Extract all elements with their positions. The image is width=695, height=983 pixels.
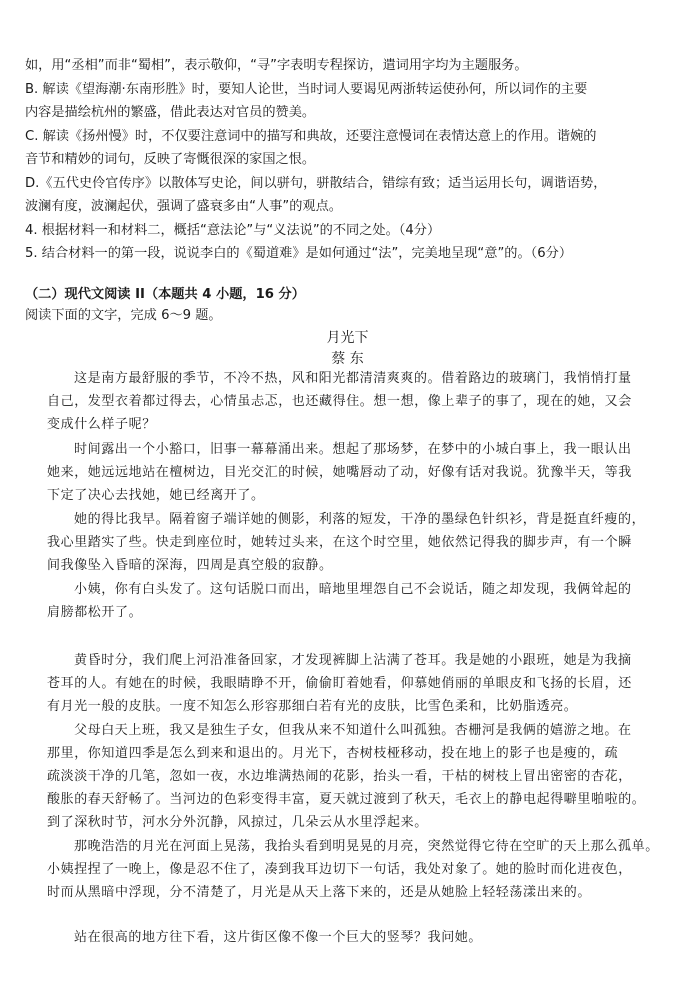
body-p2-line-3: 下定了决心去找她，她已经离开了。 [47, 488, 265, 503]
option-c-line-1: C. 解读《扬州慢》时，不仅要注意词中的描写和典故，还要注意慢词在表情达意上的作用。谐婉的 [25, 129, 597, 144]
body-p5-line-1: 黄昏时分，我们爬上河沿准备回家，才发现裤脚上沾满了苍耳。我是她的小跟班，她是为我摘 [74, 653, 632, 668]
body-p6-line-2: 那里，你知道四季是怎么到来和退出的。月光下，杏树枝桠移动，投在地上的影子也是瘦的，疏 [47, 746, 619, 761]
body-p1-line-1: 这是南方最舒服的季节，不冷不热，风和阳光都清清爽爽的。借着路边的玻璃门，我悄悄打量 [74, 371, 632, 386]
section-heading: （二）现代文阅读 II（本题共 4 小题，16 分） [25, 287, 305, 302]
body-p7-line-2: 小姨捏捏了一晚上，像是忍不住了，凑到我耳边切下一句话，我处对象了。她的脸时而化进夜色， [47, 862, 632, 877]
question-5: 5. 结合材料一的第一段，说说李白的《蜀道难》是如何通过“法”，完美地呈现“意”的。（6分） [25, 246, 573, 261]
body-p7-line-3: 时而从黑暗中浮现，分不清楚了，月光是从天上落下来的，还是从她脸上轻轻荡漾出来的。 [47, 885, 592, 900]
body-p6-line-5: 到了深秋时节，河水分外沉静，风掠过，几朵云从水里浮起来。 [47, 815, 428, 830]
question-4: 4. 根据材料一和材料二，概括“意法论”与“义法说”的不同之处。（4分） [25, 223, 441, 238]
body-p6-line-4: 酸胀的春天舒畅了。当河边的色彩变得丰富，夏天就过渡到了秋天，毛衣上的静电起得噼里啪啦的。 [47, 792, 646, 807]
body-p8-line-1: 站在很高的地方往下看，这片街区像不像一个巨大的竖琴？我问她。 [74, 930, 483, 945]
body-p6-line-1: 父母白天上班，我又是独生子女，但我从来不知道什么叫孤独。杏栅河是我俩的嬉游之地。在 [74, 723, 632, 738]
body-p2-line-2: 她来，她远远地站在檀树边，目光交汇的时候，她嘴唇动了动，好像有话对我说。犹豫半天，等我 [47, 465, 632, 480]
body-p7-line-1: 那晚浩浩的月光在河面上晃荡，我抬头看到明晃晃的月亮，突然觉得它待在空旷的天上那么孤单。 [74, 839, 659, 854]
body-p1-line-3: 变成什么样子呢？ [47, 417, 156, 432]
body-p4-line-2: 肩膀都松开了。 [47, 605, 143, 620]
option-b-line-2: 内容是描绘杭州的繁盛，借此表达对官员的赞美。 [25, 105, 316, 120]
option-c-line-2: 音节和精妙的词句，反映了寄慨很深的家国之恨。 [25, 152, 316, 167]
story-author: 蔡 东 [331, 351, 364, 367]
body-p4-line-1: 小姨，你有白头发了。这句话脱口而出，暗地里埋怨自己不会说话，随之却发现，我俩耸起的 [74, 582, 632, 597]
body-p3-line-3: 间我像坠入昏暗的深海，四周是真空般的寂静。 [47, 558, 333, 573]
story-title: 月光下 [326, 330, 369, 346]
reading-instruction: 阅读下面的文字，完成 6～9 题。 [25, 308, 222, 323]
option-d-line-1: D.《五代史伶官传序》以散体写史论，间以骈句，骈散结合，错综有致；适当运用长句，调谐语势， [25, 176, 607, 191]
body-p2-line-1: 时间露出一个小豁口，旧事一幕幕涌出来。想起了那场梦，在梦中的小城白事上，我一眼认出 [74, 442, 632, 457]
body-p1-line-2: 自己，发型衣着都过得去，心情虽忐忑，也还藏得住。想一想，像上辈子的事了，现在的她，又会 [47, 394, 632, 409]
body-p6-line-3: 疏淡淡干净的几笔，忽如一夜，水边堆满热闹的花影，抬头一看，干枯的树枝上冒出密密的杏花， [47, 769, 632, 784]
option-d-line-2: 波澜有度，波澜起伏，强调了盛衰多由“人事”的观点。 [25, 199, 342, 214]
body-p3-line-1: 她的得比我早。隔着窗子端详她的侧影，利落的短发，干净的墨绿色针织衫，背是挺直纤瘦的， [74, 512, 646, 527]
body-p5-line-3: 有月光一般的皮肤。一度不知怎么形容那细白若有光的皮肤，比雪色柔和，比奶脂透亮。 [47, 699, 578, 714]
option-b-line-1: B. 解读《望海潮·东南形胜》时，要知人论世，当时词人要谒见两浙转运使孙何，所以词作的主要 [25, 82, 588, 97]
option-a-continuation: 如，用“丞相”而非“蜀相”，表示敬仰，“寻”字表明专程探访，遣词用字均为主题服务。 [25, 58, 528, 73]
body-p5-line-2: 苍耳的人。有她在的时候，我眼睛睁不开，偷偷盯着她看，仰慕她俏丽的单眼皮和飞扬的长眉，还 [47, 676, 632, 691]
body-p3-line-2: 我心里踏实了些。快走到座位时，她转过头来，在这个时空里，她依然记得我的脚步声，有一个瞬 [47, 535, 632, 550]
